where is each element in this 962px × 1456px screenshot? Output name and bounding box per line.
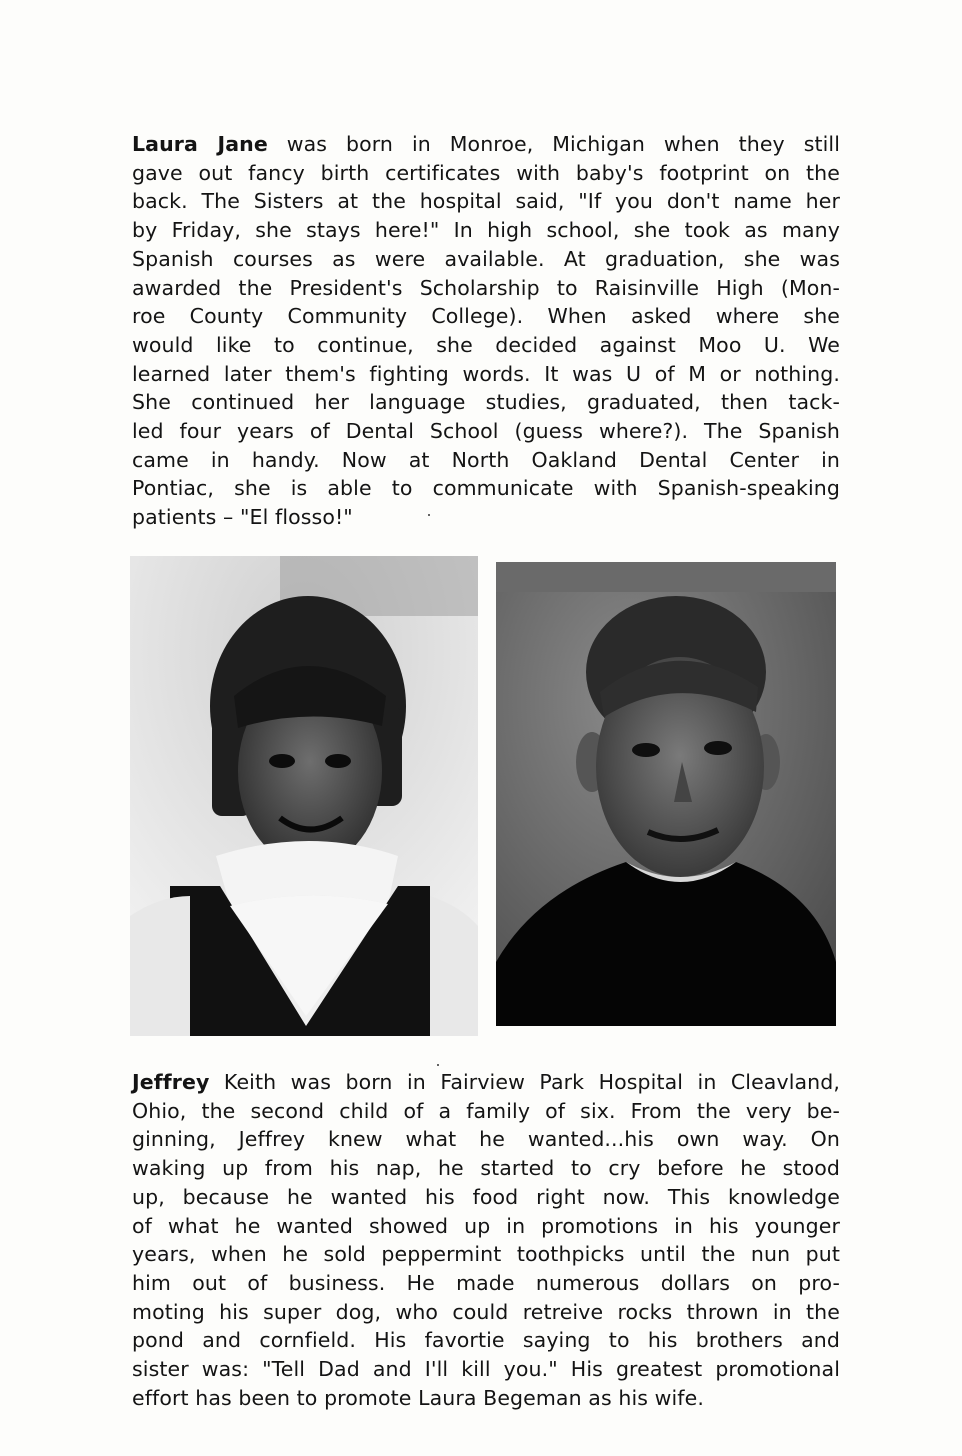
laura-bio-line: by Friday, she stays here!" In high school, she took as many	[132, 218, 840, 243]
laura-bio-line: Spanish courses as were available. At graduation, she was	[132, 246, 840, 271]
girl-portrait-image	[130, 556, 478, 1036]
jeffrey-bio-line: waking up from his nap, he started to cry before he stood	[132, 1156, 840, 1181]
laura-bio-line: patients – "El flosso!"	[132, 505, 353, 530]
laura-bio-line: came in handy. Now at North Oakland Dental Center in	[132, 447, 840, 472]
laura-child-photo	[130, 556, 478, 1036]
laura-bio-line: back. The Sisters at the hospital said, "If you don't name her	[132, 189, 840, 214]
jeffrey-bio-line: years, when he sold peppermint toothpicks until the nun put	[132, 1242, 840, 1267]
laura-bio-line: awarded the President's Scholarship to Raisinville High (Mon-	[132, 275, 840, 300]
laura-bio-paragraph	[132, 130, 840, 532]
jeffrey-name: Jeffrey	[132, 1070, 210, 1094]
print-speck	[437, 1064, 439, 1066]
laura-name: Laura Jane	[132, 132, 268, 156]
jeffrey-bio-line: up, because he wanted his food right now. This knowledge	[132, 1184, 840, 1209]
laura-bio-line: She continued her language studies, graduated, then tack-	[132, 390, 840, 415]
jeffrey-bio-line: pond and cornfield. His favortie saying to his brothers and	[132, 1328, 840, 1353]
laura-bio-line: learned later them's fighting words. It was U of M or nothing.	[132, 361, 840, 386]
laura-bio-line: led four years of Dental School (guess where?). The Spanish	[132, 419, 840, 444]
jeffrey-bio-line: sister was: "Tell Dad and I'll kill you." His greatest promotional	[132, 1357, 840, 1382]
jeffrey-bio-paragraph	[132, 1068, 840, 1412]
jeffrey-bio-line: him out of business. He made numerous dollars on pro-	[132, 1270, 840, 1295]
jeffrey-child-photo	[496, 562, 836, 1026]
laura-bio-line: roe County Community College). When asked where she	[132, 304, 840, 329]
jeffrey-bio-line: effort has been to promote Laura Begeman as his wife.	[132, 1385, 704, 1410]
laura-bio-line: would like to continue, she decided against Moo U. We	[132, 332, 840, 357]
jeffrey-bio-line: Ohio, the second child of a family of six. From the very be-	[132, 1098, 840, 1123]
jeffrey-bio-line: of what he wanted showed up in promotions in his younger	[132, 1213, 840, 1238]
laura-bio-line: gave out fancy birth certificates with baby's footprint on the	[132, 160, 840, 185]
print-speck	[428, 514, 430, 516]
jeffrey-bio-line: Jeffrey Keith was born in Fairview Park Hospital in Cleavland,	[132, 1070, 840, 1094]
boy-portrait-image	[496, 562, 836, 1026]
jeffrey-bio-line: moting his super dog, who could retreive rocks thrown in the	[132, 1299, 840, 1324]
jeffrey-bio-line: ginning, Jeffrey knew what he wanted...his own way. On	[132, 1127, 840, 1152]
laura-bio-line: Laura Jane was born in Monroe, Michigan when they still	[132, 132, 840, 156]
laura-bio-line: Pontiac, she is able to communicate with Spanish-speaking	[132, 476, 840, 501]
